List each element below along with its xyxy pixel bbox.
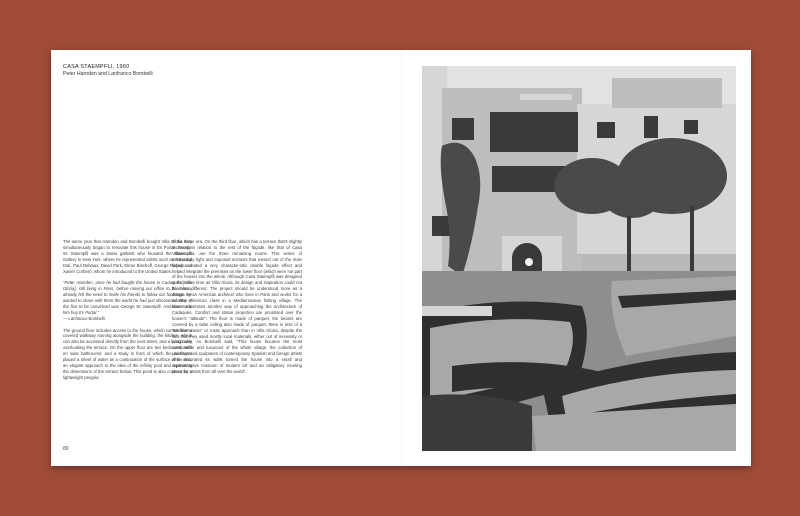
harbor-photograph [422,66,736,451]
quote-paragraph: "Peter Harnden, once he had bought the house in Cadaqués [Villa Gloria], still living in Paris, before moving our office to Barcelona, already felt the need to invite his friends to follow our footsteps. He wanted to share with them the world he had just discovered. One of the first to be convinced was George W. Staempfli. Harnden made him buy Es Portal." [63,280,192,315]
page-fold [401,50,402,466]
quote-attribution: — Lanfranco Bombelli [63,315,105,321]
body-paragraph: The ground floor includes access to the house, which comes from a covered walkway running alongside the building, the kitchen, which can also be accessed directly from the next street, and a living room overlooking the terrace. On the upper floor are two bedrooms, with en suite bathrooms, and a study in front of which the architects placed a sheet of water as a continuation of the surface of the sea, an elegant approach to the idea of the infinity pool and replicating the dimensions of the terrace below. This pond is also covered by a lightweight pergola [63,327,192,380]
body-paragraph: of the same era. On the third floor, which has a terrace that's slightly recessed in relation to the rest of the façade, like that of Casa Villavecchia, are the three remaining rooms. This series of increasingly light and exposed terraces that extend out of the main façade created a very character-istic double façade effect and helped integrate the premises on the lower floor (which were not part of the house) into the whole. Although Casa Staempfli was designed at the same time as Villa Gloria, its design and inspiration could not be more different. The project should be understood more as a design by an American architect who lives in Paris and works for a wealthy American client in a Mediterranean fishing village. The house expresses another way of approaching the architecture of Cadaqués. Comfort and status projection are prioritised over the house's "attitude". The floor is made of parquet, the beams are covered by a false ceiling also made of parquet, there is less of a "Mediterranean" or rustic approach than in Villa Gloria, despite the fact that they used mostly local materials, either out of necessity or practicality. As Bombelli said, "This house became the most comfortable and luxurious of the whole village, the collection of paintings and sculptures of contemporary Spanish and foreign artists who decorated its walls turned the house into a small and representative museum of modern art and an obligatory meeting place for artists from all over the world". [172,239,302,374]
book-spread [51,50,751,466]
page-number: 80 [63,446,69,452]
article-title: CASA STAEMPFLI, 1960 [63,64,130,70]
article-authors: Peter Harnden and Lanfranco Bombelli [63,71,153,77]
body-paragraph: The same year that Harnden and Bombelli bought Villa Gloria they simultaneously began to renovate this house in Es Portal. George W. Staempfli was a Swiss gallerist who founded the Staempfli Gallery in New York, where he represented artists such as Salvador Dalí, Paul Delvaux, David Park, Elmer Bischoff, George Rickey, and Xavier Corberó, whom he introduced to the United States. [63,239,192,274]
text-column-right [172,239,302,381]
photo-casa-staempfli [422,66,736,451]
article-header [63,64,153,78]
